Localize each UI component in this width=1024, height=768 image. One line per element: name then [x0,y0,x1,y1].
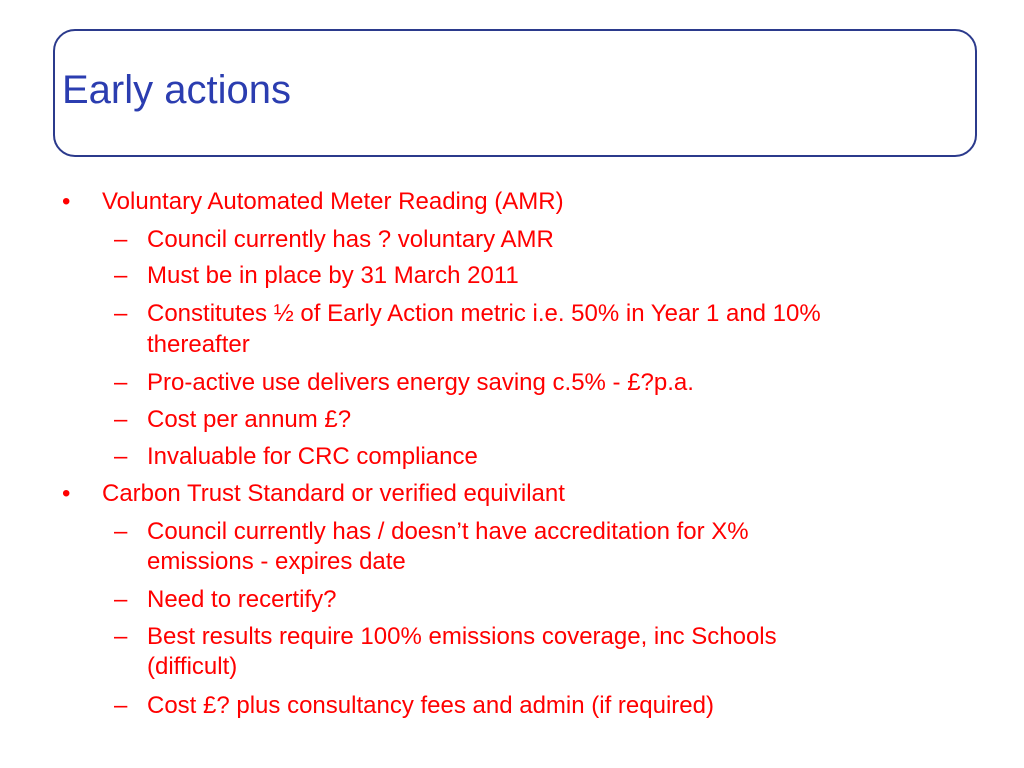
subitem-1-4: Pro-active use delivers energy saving c.5% - £?p.a. [147,369,694,396]
dash-marker: – [114,226,128,253]
subitem-1-3-line-2: thereafter [147,331,250,358]
dash-marker: – [114,300,128,327]
subitem-1-1: Council currently has ? voluntary AMR [147,226,554,253]
dash-marker: – [114,443,128,470]
subitem-1-3-line-1: Constitutes ½ of Early Action metric i.e. 50% in Year 1 and 10% [147,300,821,327]
slide-title: Early actions [62,68,291,112]
dash-marker: – [114,692,128,719]
bullet-1-text: Voluntary Automated Meter Reading (AMR) [102,188,564,215]
subitem-2-1-line-2: emissions - expires date [147,548,406,575]
subitem-2-3-line-2: (difficult) [147,653,238,680]
subitem-1-5: Cost per annum £? [147,406,352,433]
subitem-2-4: Cost £? plus consultancy fees and admin (if required) [147,692,714,719]
dash-marker: – [114,518,128,545]
dash-marker: – [114,369,128,396]
dash-marker: – [114,406,128,433]
bullet-2-text: Carbon Trust Standard or verified equivilant [102,480,565,507]
subitem-1-6: Invaluable for CRC compliance [147,443,478,470]
subitem-1-2: Must be in place by 31 March 2011 [147,262,519,289]
dash-marker: – [114,623,128,650]
bullet-marker: • [62,188,71,215]
subitem-2-2: Need to recertify? [147,586,337,613]
subitem-2-3-line-1: Best results require 100% emissions coverage, inc Schools [147,623,777,650]
dash-marker: – [114,262,128,289]
subitem-2-1-line-1: Council currently has / doesn’t have accreditation for X% [147,518,749,545]
bullet-marker: • [62,480,71,507]
dash-marker: – [114,586,128,613]
